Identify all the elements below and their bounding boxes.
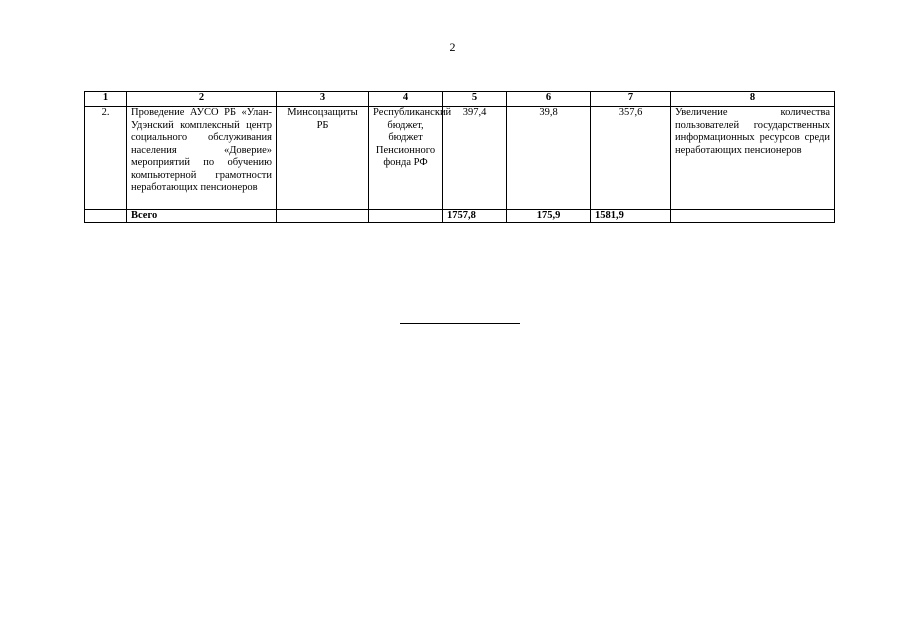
header-cell-6: 6 xyxy=(507,92,591,107)
total-empty-cell-4 xyxy=(369,209,443,223)
grand-total-amount: 1757,8 xyxy=(443,209,507,223)
header-cell-7: 7 xyxy=(591,92,671,107)
header-cell-1: 1 xyxy=(85,92,127,107)
activity-cell: Проведение АУСО РБ «Улан-Удэнский комплексный центр социального обслуживания населения «Доверие» мероприятий по обучению компьютерной грамотности неработающих пенсионеров xyxy=(127,107,277,210)
total-label: Всего xyxy=(127,209,277,223)
total-empty-cell-1 xyxy=(85,209,127,223)
table-header-row xyxy=(85,92,835,107)
grand-total-column-6: 175,9 xyxy=(507,209,591,223)
total-amount-cell: 397,4 xyxy=(443,107,507,210)
header-cell-4: 4 xyxy=(369,92,443,107)
program-table xyxy=(84,91,835,223)
total-empty-cell-8 xyxy=(671,209,835,223)
header-cell-3: 3 xyxy=(277,92,369,107)
page-number: 2 xyxy=(449,40,456,54)
funding-source-cell: Республиканский бюджет, бюджет Пенсионного фонда РФ xyxy=(369,107,443,210)
header-cell-5: 5 xyxy=(443,92,507,107)
executor-cell: Минсоцзащиты РБ xyxy=(277,107,369,210)
total-empty-cell-3 xyxy=(277,209,369,223)
row-number: 2. xyxy=(85,107,127,210)
column-7-amount-cell: 357,6 xyxy=(591,107,671,210)
end-separator-line xyxy=(400,323,520,324)
grand-total-column-7: 1581,9 xyxy=(591,209,671,223)
table-row xyxy=(85,107,835,210)
header-cell-2: 2 xyxy=(127,92,277,107)
expected-result-cell: Увеличение количества пользователей государственных информационных ресурсов среди неработающих пенсионеров xyxy=(671,107,835,210)
header-cell-8: 8 xyxy=(671,92,835,107)
column-6-amount-cell: 39,8 xyxy=(507,107,591,210)
table-total-row xyxy=(85,209,835,223)
